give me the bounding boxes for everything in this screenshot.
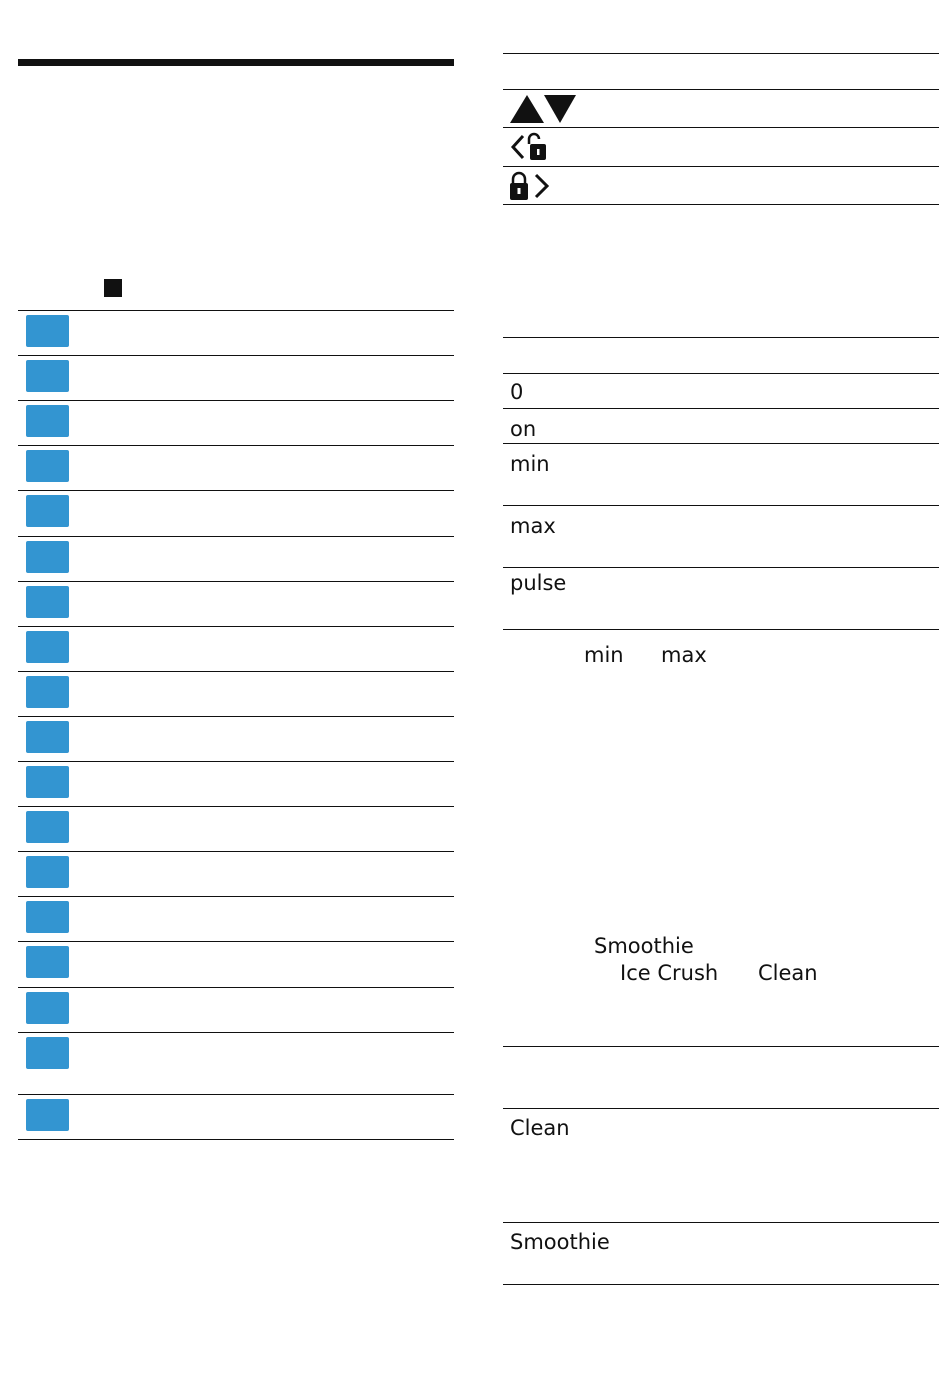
- speed-setting-min: min: [510, 452, 550, 476]
- part-number-marker: [26, 856, 69, 888]
- part-number-marker: [26, 586, 69, 618]
- program-clean: Clean: [510, 1116, 570, 1140]
- speed-setting-max: max: [510, 514, 556, 538]
- table-rule: [18, 310, 454, 311]
- part-number-marker: [26, 811, 69, 843]
- black-square-icon: [104, 279, 122, 297]
- part-number-marker: [26, 766, 69, 798]
- part-number-marker: [26, 676, 69, 708]
- table-rule: [18, 851, 454, 852]
- table-rule: [503, 1046, 939, 1047]
- speed-setting-off: 0: [510, 380, 524, 404]
- table-rule: [18, 941, 454, 942]
- table-rule: [503, 1108, 939, 1109]
- table-rule: [503, 337, 939, 338]
- speed-setting-on: on: [510, 417, 537, 441]
- part-number-marker: [26, 1099, 69, 1131]
- speed-setting-pulse: pulse: [510, 571, 567, 595]
- note-min: min: [584, 643, 624, 667]
- table-rule: [503, 1284, 939, 1285]
- table-rule: [503, 1222, 939, 1223]
- table-rule: [503, 373, 939, 374]
- table-rule: [503, 408, 939, 409]
- note-smoothie: Smoothie: [594, 934, 694, 958]
- table-rule: [503, 53, 939, 54]
- part-number-marker: [26, 946, 69, 978]
- part-number-marker: [26, 360, 69, 392]
- locked-right-chevron-icon: [510, 171, 552, 201]
- table-rule: [18, 626, 454, 627]
- table-rule: [503, 567, 939, 568]
- table-rule: [18, 716, 454, 717]
- table-rule: [18, 1139, 454, 1140]
- note-max: max: [661, 643, 707, 667]
- up-down-triangles-icon: [510, 94, 578, 124]
- table-rule: [18, 445, 454, 446]
- table-rule: [503, 89, 939, 90]
- table-rule: [503, 166, 939, 167]
- part-number-marker: [26, 495, 69, 527]
- part-number-marker: [26, 901, 69, 933]
- table-rule: [503, 204, 939, 205]
- table-rule: [18, 400, 454, 401]
- left-chevron-unlocked-icon: [510, 132, 550, 162]
- table-rule: [18, 896, 454, 897]
- part-number-marker: [26, 315, 69, 347]
- table-rule: [18, 490, 454, 491]
- table-rule: [18, 806, 454, 807]
- table-rule: [503, 127, 939, 128]
- table-rule: [18, 1032, 454, 1033]
- part-number-marker: [26, 992, 69, 1024]
- table-rule: [503, 629, 939, 630]
- part-number-marker: [26, 721, 69, 753]
- table-rule: [18, 987, 454, 988]
- table-rule: [503, 505, 939, 506]
- table-rule: [503, 443, 939, 444]
- part-number-marker: [26, 541, 69, 573]
- table-rule: [18, 536, 454, 537]
- table-rule: [18, 671, 454, 672]
- part-number-marker: [26, 1037, 69, 1069]
- table-rule: [18, 761, 454, 762]
- part-number-marker: [26, 405, 69, 437]
- note-ice-crush: Ice Crush: [620, 961, 719, 985]
- note-clean: Clean: [758, 961, 818, 985]
- program-smoothie: Smoothie: [510, 1230, 610, 1254]
- table-rule: [18, 1094, 454, 1095]
- table-rule: [18, 581, 454, 582]
- part-number-marker: [26, 450, 69, 482]
- section-heading-rule: [18, 59, 454, 66]
- table-rule: [18, 355, 454, 356]
- part-number-marker: [26, 631, 69, 663]
